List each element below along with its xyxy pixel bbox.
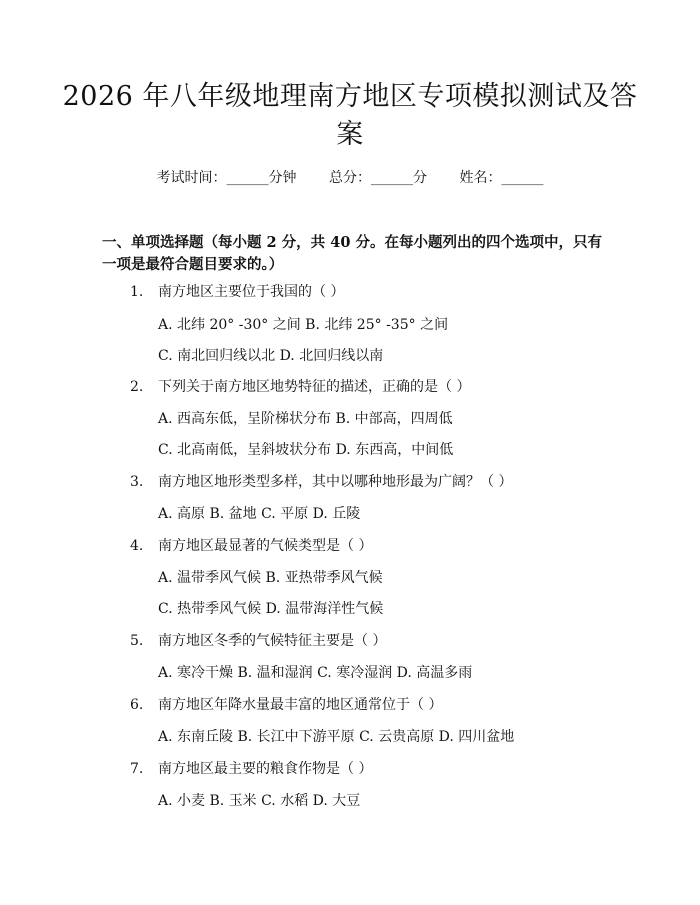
question-text: 南方地区年降水量最丰富的地区通常位于（ ）	[158, 697, 443, 713]
question-5-options-line-1: A. 寒冷干燥 B. 温和湿润 C. 寒冷湿润 D. 高温多雨	[158, 665, 473, 681]
question-text: 南方地区最主要的粮食作物是（ ）	[158, 761, 373, 777]
question-6	[130, 695, 650, 715]
question-4-options-line-1: A. 温带季风气候 B. 亚热带季风气候	[158, 570, 383, 586]
question-number: 3.	[130, 474, 144, 490]
student-name: 姓名：______	[459, 170, 544, 186]
question-4	[130, 536, 650, 556]
question-7	[130, 759, 650, 779]
question-6-options-line-1: A. 东南丘陵 B. 长江中下游平原 C. 云贵高原 D. 四川盆地	[158, 729, 515, 745]
question-1	[130, 282, 650, 302]
question-text: 南方地区主要位于我国的（ ）	[158, 284, 345, 300]
question-number: 6.	[130, 697, 144, 713]
question-5	[130, 631, 650, 651]
question-3	[130, 472, 650, 492]
question-text: 南方地区地形类型多样，其中以哪种地形最为广阔？（ ）	[158, 474, 513, 490]
question-number: 4.	[130, 538, 144, 554]
exam-time: 考试时间：______分钟	[156, 170, 297, 186]
total-score: 总分：______分	[329, 170, 427, 186]
page-title: 2026 年八年级地理南方地区专项模拟测试及答案	[62, 81, 638, 150]
question-7-options-line-1: A. 小麦 B. 玉米 C. 水稻 D. 大豆	[158, 793, 361, 809]
question-number: 1.	[130, 284, 144, 300]
question-text: 南方地区冬季的气候特征主要是（ ）	[158, 633, 387, 649]
section-heading: 一、单项选择题（每小题 2 分，共 40 分。在每小题列出的四个选项中，只有一项是最符合题目要求的。）	[102, 234, 602, 273]
question-1-options-line-1: A. 北纬 20° -30° 之间 B. 北纬 25° -35° 之间	[158, 317, 449, 333]
question-text: 下列关于南方地区地势特征的描述，正确的是（ ）	[158, 379, 471, 395]
question-3-options-line-1: A. 高原 B. 盆地 C. 平原 D. 丘陵	[158, 506, 361, 522]
exam-meta	[0, 168, 700, 188]
question-1-options-line-2: C. 南北回归线以北 D. 北回归线以南	[158, 348, 384, 364]
question-2-options-line-1: A. 西高东低，呈阶梯状分布 B. 中部高，四周低	[158, 411, 453, 427]
question-number: 2.	[130, 379, 144, 395]
question-4-options-line-2: C. 热带季风气候 D. 温带海洋性气候	[158, 601, 384, 617]
question-text: 南方地区最显著的气候类型是（ ）	[158, 538, 373, 554]
question-2	[130, 377, 650, 397]
question-number: 7.	[130, 761, 144, 777]
question-number: 5.	[130, 633, 144, 649]
question-2-options-line-2: C. 北高南低，呈斜坡状分布 D. 东西高，中间低	[158, 442, 454, 458]
